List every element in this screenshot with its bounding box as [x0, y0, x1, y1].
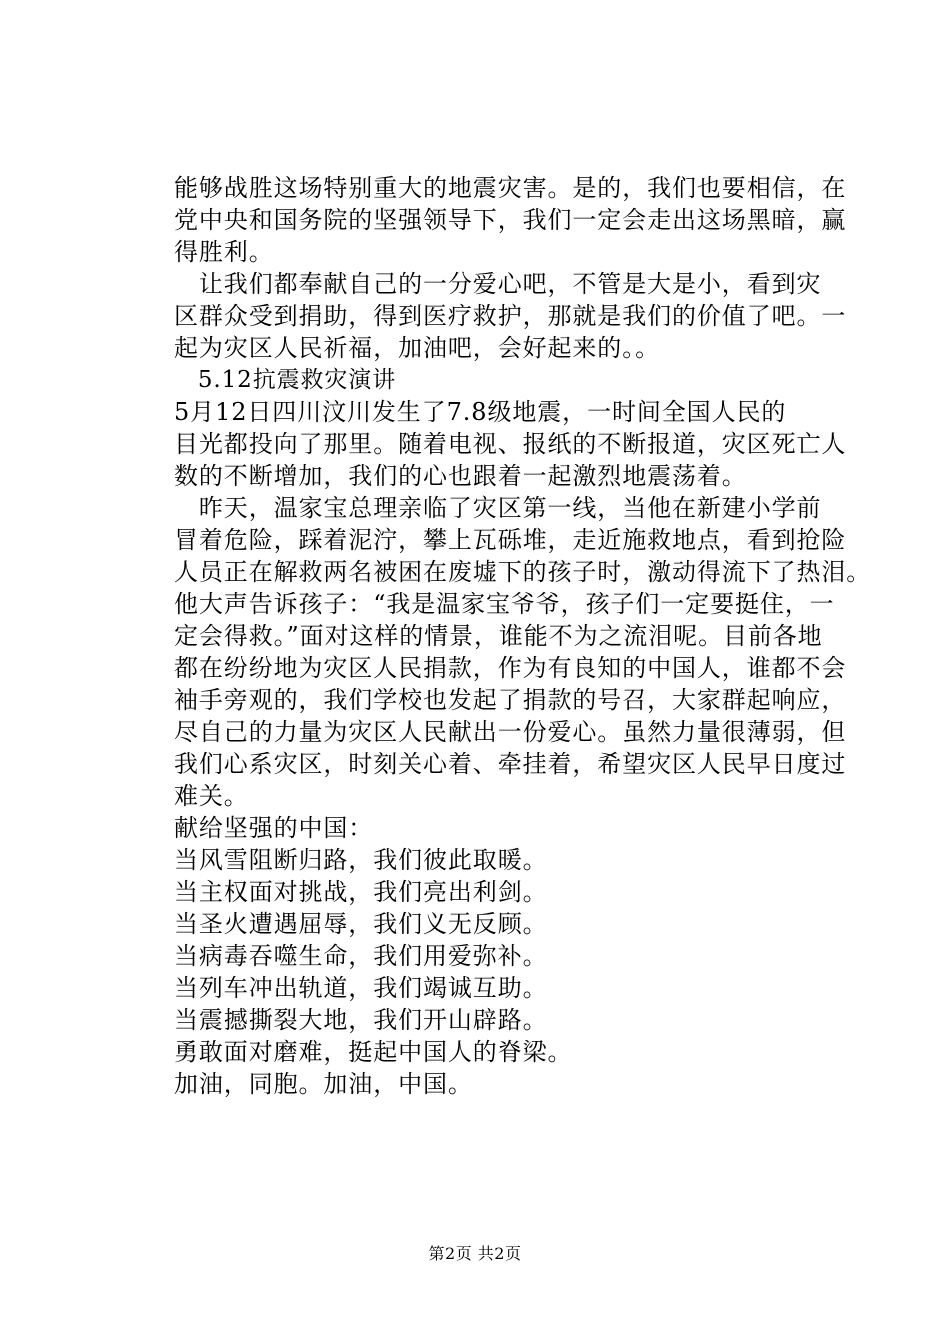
poem-line: 当震撼撕裂大地，我们开山辟路。 [174, 1006, 548, 1034]
poem-title: 献给坚强的中国： [174, 814, 374, 842]
text-line: 冒着危险，踩着泥泞，攀上瓦砾堆，走近施救地点，看到抢险 [174, 526, 847, 554]
text-line: 数的不断增加，我们的心也跟着一起激烈地震荡着。 [174, 462, 747, 490]
text-line: 目光都投向了那里。随着电视、报纸的不断报道，灾区死亡人 [174, 430, 847, 458]
poem-line: 当主权面对挑战，我们亮出利剑。 [174, 878, 548, 906]
text-line: 党中央和国务院的坚强领导下，我们一定会走出这场黑暗，赢 [174, 206, 847, 234]
text-line: 让我们都奉献自己的一分爱心吧，不管是大是小，看到灾 [174, 270, 822, 298]
poem-line: 加油，同胞。加油，中国。 [174, 1070, 473, 1098]
text-line: 袖手旁观的，我们学校也发起了捐款的号召，大家群起响应， [174, 686, 847, 714]
text-line: 人员正在解救两名被困在废墟下的孩子时，激动得流下了热泪。 [174, 558, 872, 586]
text-line: 能够战胜这场特别重大的地震灾害。是的，我们也要相信，在 [174, 174, 847, 202]
poem-line: 当列车冲出轨道，我们竭诚互助。 [174, 974, 548, 1002]
text-line: 5月12日四川汶川发生了7.8级地震，一时间全国人民的 [174, 398, 787, 426]
poem-line: 当病毒吞噬生命，我们用爱弥补。 [174, 942, 548, 970]
text-line: 起为灾区人民祈福，加油吧，会好起来的。。 [174, 334, 660, 362]
text-line: 区群众受到捐助，得到医疗救护，那就是我们的价值了吧。一 [174, 302, 847, 330]
text-line: 得胜利。 [174, 238, 274, 266]
text-line: 难关。 [174, 782, 249, 810]
text-line: 定会得救。”面对这样的情景，谁能不为之流泪呢。目前各地 [174, 622, 823, 650]
poem-line: 当圣火遭遇屈辱，我们义无反顾。 [174, 910, 548, 938]
text-line: 他大声告诉孩子：“我是温家宝爷爷，孩子们一定要挺住，一 [174, 590, 835, 618]
text-line: 我们心系灾区，时刻关心着、牵挂着，希望灾区人民早日度过 [174, 750, 847, 778]
document-body [174, 172, 872, 1100]
poem-line: 当风雪阻断归路，我们彼此取暖。 [174, 846, 548, 874]
text-line: 昨天，温家宝总理亲临了灾区第一线，当他在新建小学前 [174, 494, 822, 522]
text-line: 都在纷纷地为灾区人民捐款，作为有良知的中国人，谁都不会 [174, 654, 847, 682]
page-number-footer: 第2页 共2页 [428, 1244, 522, 1263]
poem-line: 勇敢面对磨难，挺起中国人的脊梁。 [174, 1038, 573, 1066]
text-line: 尽自己的力量为灾区人民献出一份爱心。虽然力量很薄弱，但 [174, 718, 847, 746]
section-heading: 5.12抗震救灾演讲 [174, 367, 397, 393]
